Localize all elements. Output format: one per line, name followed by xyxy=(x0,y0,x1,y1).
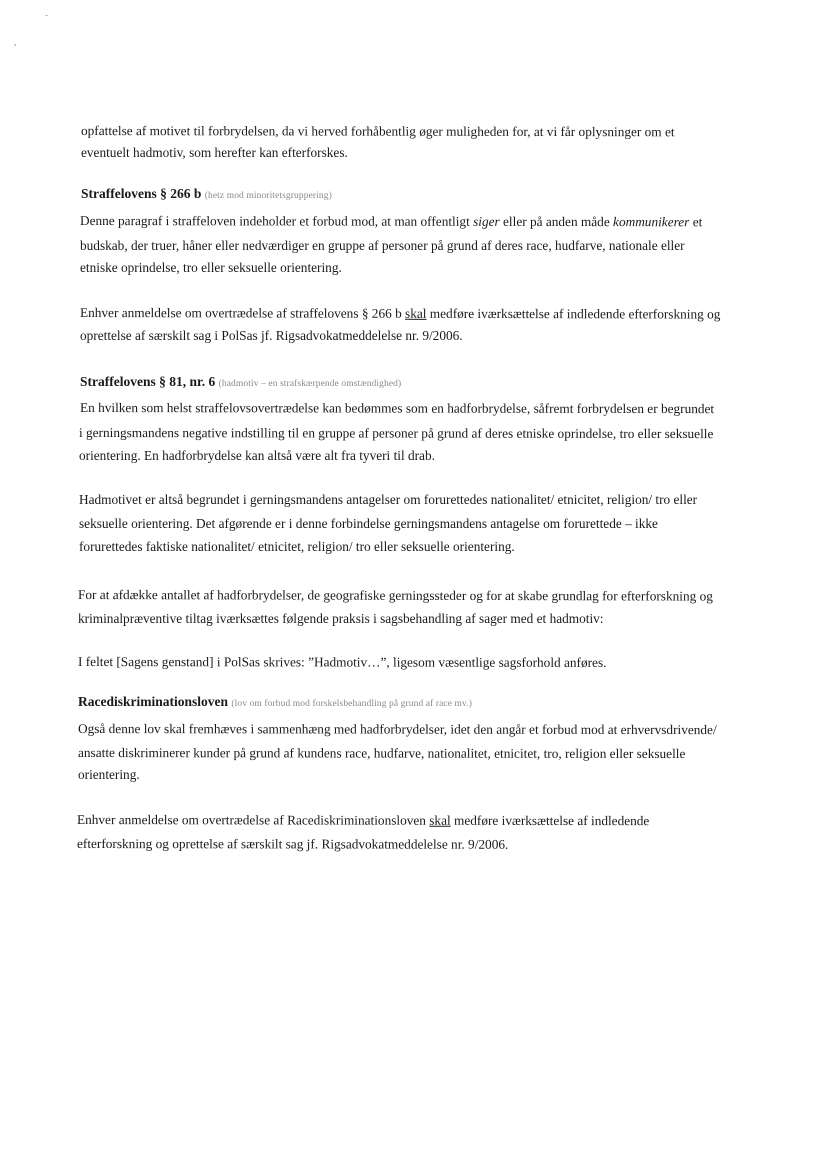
scan-speck: , xyxy=(14,37,17,47)
section-note: (hadmotiv – en strafskærpende omstændighed) xyxy=(218,379,402,389)
paragraph-line: Hadmotivet er altså begrundet i gerningsmandens antagelser om forurettedes nationalitet/ etnicitet, religion/ tro eller xyxy=(79,492,698,507)
paragraph-line: Også denne lov skal fremhæves i sammenhæng med hadforbrydelser, idet den angår et forbud mod at erhvervsdrivende/ xyxy=(77,721,717,738)
paragraph-line: forurettedes faktiske nationalitet/ etnicitet, religion/ tro eller seksuelle orientering. xyxy=(79,539,515,554)
scan-speck: ˍ xyxy=(45,7,48,17)
paragraph-line: budskab, der truer, håner eller nedværdiger en gruppe af personer på grund af deres race, hudfarve, nationale eller xyxy=(80,238,685,253)
section-heading-266b xyxy=(81,186,332,204)
italic-word: siger xyxy=(473,213,500,229)
section-heading-81 xyxy=(80,374,401,392)
section-heading-race xyxy=(78,694,472,712)
paragraph-line: orientering. xyxy=(78,767,140,782)
section-title: Straffelovens § 266 b xyxy=(81,186,202,201)
paragraph-line: efterforskning og oprettelse af særskilt sag jf. Rigsadvokatmeddelelse nr. 9/2006. xyxy=(76,836,509,852)
paragraph-line: seksuelle orientering. Det afgørende er i denne forbindelse gerningsmandens antagelse om forurettede – ikke xyxy=(79,516,658,531)
section-note: (hetz mod minoritetsgruppering) xyxy=(204,191,332,201)
paragraph-line: kriminalpræventive tiltag iværksættes følgende praksis i sagsbehandling af sager med et hadmotiv: xyxy=(78,611,604,626)
section-note: (lov om forbud mod forskelsbehandling på grund af race mv.) xyxy=(231,699,472,709)
paragraph-line: En hvilken som helst straffelovsovertrædelse kan bedømmes som en hadforbrydelse, såfremt forbrydelsen er begrundet xyxy=(79,400,715,417)
intro-line: opfattelse af motivet til forbrydelsen, da vi herved forhåbentlig øger muligheden for, at vi får oplysninger om et xyxy=(80,123,675,140)
paragraph-line: For at afdække antallet af hadforbrydelser, de geografiske gerningssteder og for at skabe grundlag for efterforskning og xyxy=(77,587,713,604)
paragraph-line: Enhver anmeldelse om overtrædelse af straffelovens § 266 b skal medføre iværksættelse af indledende efterforskning og xyxy=(79,305,721,322)
paragraph-line: Enhver anmeldelse om overtrædelse af Racediskriminationsloven skal medføre iværksættelse af indledende xyxy=(76,812,650,829)
section-title: Straffelovens § 81, nr. 6 xyxy=(80,374,216,389)
paragraph-line: oprettelse af særskilt sag i PolSas jf. Rigsadvokatmeddelelse nr. 9/2006. xyxy=(80,328,463,343)
paragraph-line: orientering. En hadforbrydelse kan altså være alt fra tyveri til drab. xyxy=(79,448,435,463)
underlined-word: skal xyxy=(405,305,427,321)
italic-word: kommunikerer xyxy=(613,214,690,230)
paragraph-line: Denne paragraf i straffeloven indeholder et forbud mod, at man offentligt siger eller på anden måde kommunikerer et xyxy=(79,213,703,230)
paragraph-line: i gerningsmandens negative indstilling til en gruppe af personer på grund af deres etniske oprindelse, tro eller seksuelle xyxy=(78,425,714,442)
underlined-word: skal xyxy=(429,812,451,828)
paragraph-line: etniske oprindelse, tro eller seksuelle orientering. xyxy=(80,260,342,275)
paragraph-line: I feltet [Sagens genstand] i PolSas skrives: ”Hadmotiv…”, ligesom væsentlige sagsforhold anføres. xyxy=(77,654,607,670)
intro-line: eventuelt hadmotiv, som herefter kan efterforskes. xyxy=(81,145,348,160)
paragraph-line: ansatte diskriminerer kunder på grund af kundens race, hudfarve, nationalitet, etnicitet, tro, religion eller seksuelle xyxy=(77,745,686,762)
section-title: Racediskriminationsloven xyxy=(78,694,229,709)
